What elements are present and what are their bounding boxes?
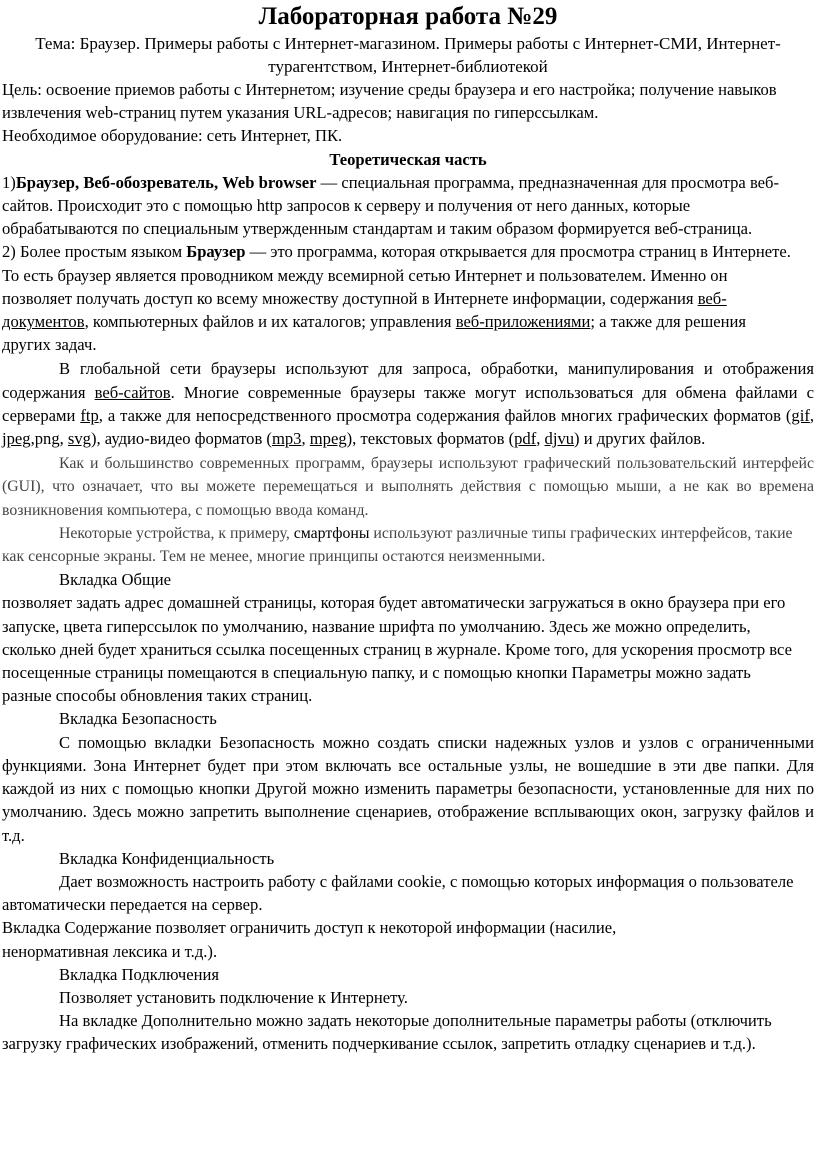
goal-paragraph: Цель: освоение приемов работы с Интернетом; изучение среды браузера и его настройка; получение навыков извлечения web-страниц путем указания URL-адресов; навигация по гиперссылкам. xyxy=(2,80,777,123)
paragraph-tab-content: Вкладка Содержание позволяет ограничить доступ к некоторой информации (насилие, ненормативная лексика и т.д.). xyxy=(2,918,617,961)
paragraph-gui: Как и большинство современных программ, браузеры используют графический пользовательский интерфейс (GUI), что означает, что вы можете перемещаться и выполнять действия с помощью мыши, а не как во времена возникновения компьютера, с помощью ввода команд. xyxy=(2,455,814,519)
link-jpeg[interactable]: jpeg xyxy=(2,429,31,449)
theory-heading: Теоретическая часть xyxy=(329,149,487,169)
page-title: Лабораторная работа №29 xyxy=(258,3,558,30)
topic-line: Тема: Браузер. Примеры работы с Интернет-магазином. Примеры работы с Интернет-СМИ, Интернет-турагентством, Интернет-библиотекой xyxy=(35,34,781,76)
paragraph-browser-definition: 1)Браузер, Веб-обозреватель, Web browser — специальная программа, предназначенная для просмотра веб-сайтов. Происходит это с помощью http запросов к серверу и получения от него данных, которые обрабатываются по специальным утвержденным стандартам и таким образом формируется веб-страница. xyxy=(2,172,780,239)
paragraph-tab-advanced: На вкладке Дополнительно можно задать некоторые дополнительные параметры работы (отключить загрузку графических изображений, отменить подчеркивание ссылок, запретить отладку сценариев и т.д.). xyxy=(2,1011,772,1054)
link-web-sites[interactable]: веб-сайтов xyxy=(94,382,171,402)
heading-tab-general: Вкладка Общие xyxy=(59,570,171,590)
paragraph-browser-simple: 2) Более простым языком Браузер — это программа, которая открывается для просмотра страниц в Интернете. То есть браузер является проводником между всемирной сетью Интернет и пользователем. Именно он позволяет получать доступ ко всему множеству доступной в Интернете информации, содержания веб-документов, компьютерных файлов и их каталогов; управления веб-приложениями; а также для решения других задач. xyxy=(2,242,791,355)
paragraph-tab-general: позволяет задать адрес домашней страницы, которая будет автоматически загружаться в окно браузера при его запуске, цвета гиперссылок по умолчанию, название шрифта по умолчанию. Здесь же можно определить, сколько дней будет храниться ссылка посещенных страниц в журнале. Кроме того, для ускорения просмотр все посещенные страницы помещаются в специальную папку, и с помощью кнопки Параметры можно задать разные способы обновления таких страниц. xyxy=(2,593,792,706)
paragraph-smartphones: Некоторые устройства, к примеру, смартфоны используют различные типы графических интерфейсов, такие как сенсорные экраны. Тем не менее, многие принципы остаются неизменными. xyxy=(2,524,793,566)
paragraph-global-network: В глобальной сети браузеры используют для запроса, обработки, манипулирования и отображения содержания веб-сайтов. Многие современные браузеры также могут использоваться для обмена файлами с серверами ftp, а также для непосредственного просмотра содержания файлов многих графических форматов (gif, jpeg,png, svg), аудио-видео форматов (mp3, mpeg), текстовых форматов (pdf, djvu) и других файлов. xyxy=(2,359,814,449)
paragraph-tab-connection: Позволяет установить подключение к Интернету. xyxy=(59,987,408,1007)
link-mp3[interactable]: mp3 xyxy=(271,429,302,449)
heading-tab-privacy: Вкладка Конфиденциальность xyxy=(59,848,275,868)
link-djvu[interactable]: djvu xyxy=(544,429,575,449)
paragraph-tab-privacy: Дает возможность настроить работу с файлами cookie, с помощью которых информация о пользователе автоматически передается на сервер. xyxy=(2,871,794,915)
term-browser-2: Браузер xyxy=(186,242,246,262)
link-svg[interactable]: svg xyxy=(67,429,91,449)
link-mpeg[interactable]: mpeg xyxy=(309,429,347,449)
link-pdf[interactable]: pdf xyxy=(514,429,537,449)
heading-tab-connection: Вкладка Подключения xyxy=(59,964,219,984)
link-gif[interactable]: gif xyxy=(791,405,810,425)
link-web-applications[interactable]: веб-приложениями xyxy=(455,312,591,332)
heading-tab-security: Вкладка Безопасность xyxy=(59,709,217,729)
document-page xyxy=(0,2,816,1176)
paragraph-tab-security: С помощью вкладки Безопасность можно создать списки надежных узлов и узлов с ограниченными функциями. Зона Интернет будет при этом включать все остальные узлы, не вошедшие в эти две папки. Для каждой из них с помощью кнопки Другой можно изменить параметры безопасности, установленные для них по умолчанию. Здесь можно запретить выполнение сценариев, отображение всплывающих окон, загрузку файлов и т.д. xyxy=(2,732,814,845)
term-browser: Браузер, Веб-обозреватель, Web browser xyxy=(15,172,317,192)
link-web-documents[interactable]: веб-документов xyxy=(2,288,727,332)
link-ftp[interactable]: ftp xyxy=(80,405,99,425)
equipment-line: Необходимое оборудование: сеть Интернет, ПК. xyxy=(2,126,343,146)
